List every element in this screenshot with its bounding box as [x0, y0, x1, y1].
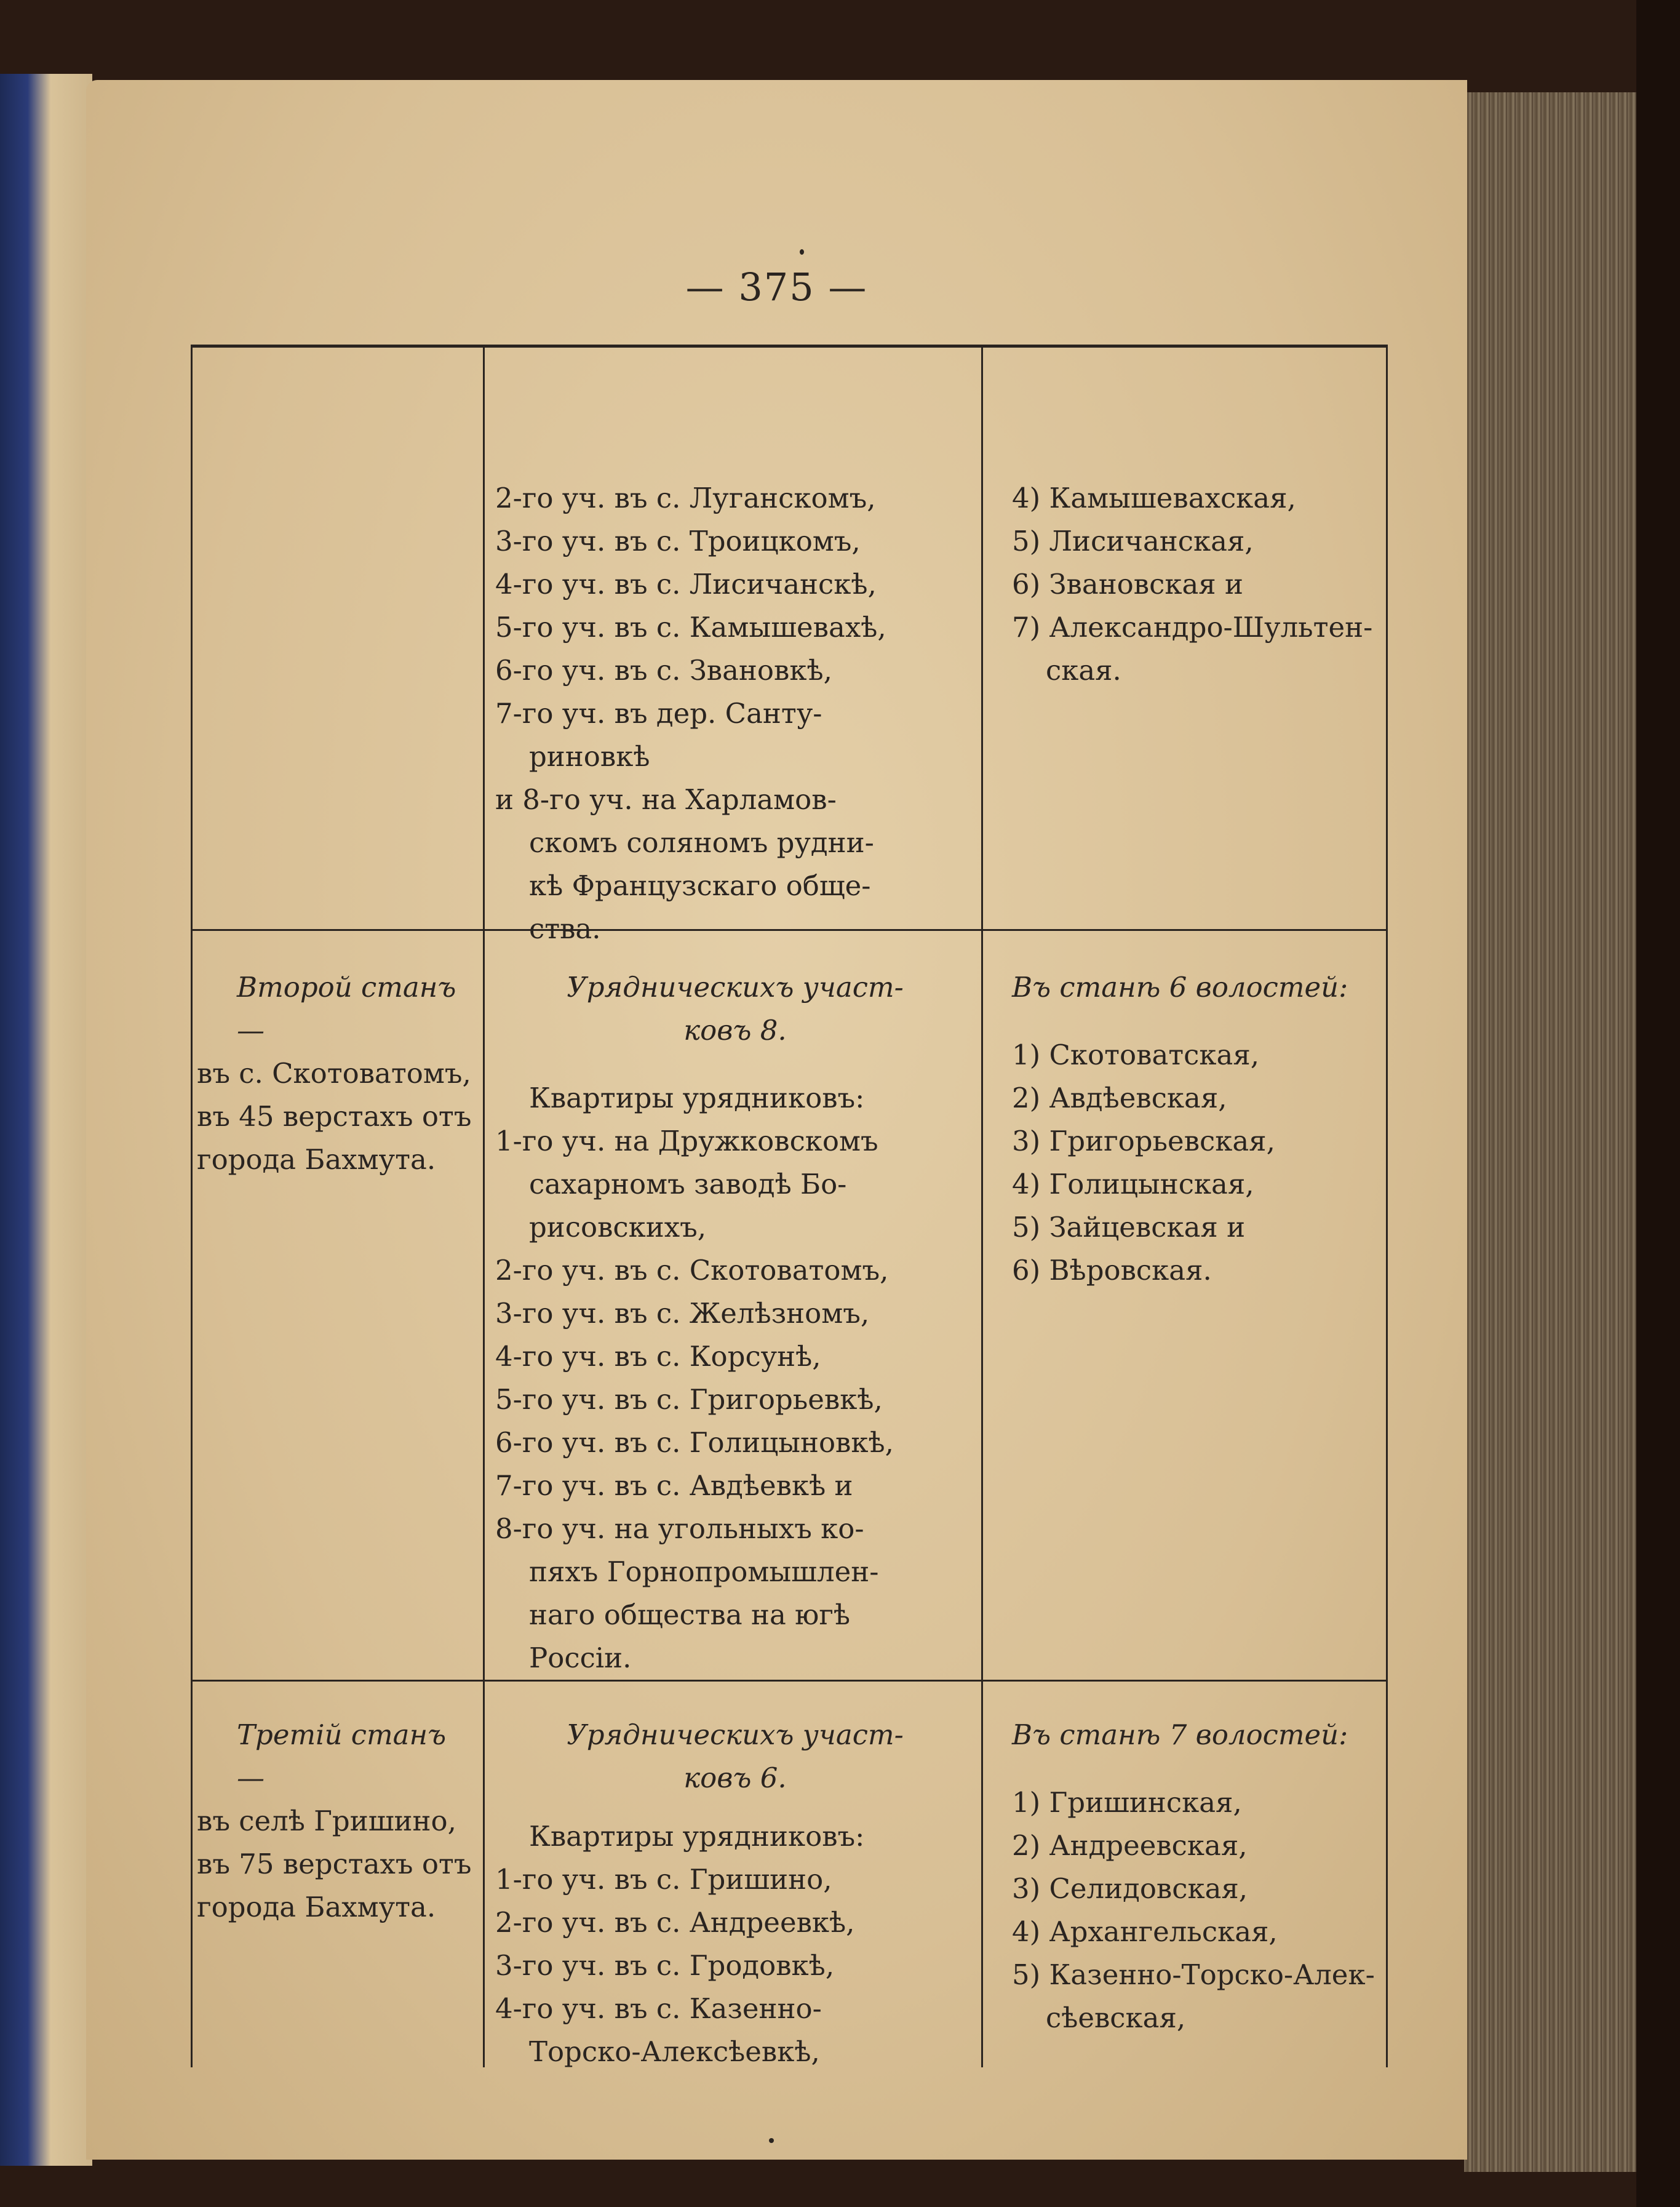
list-item: 3) Григорьевская,	[1012, 1125, 1275, 1157]
list-item: ства.	[529, 912, 601, 945]
list-item: риновкѣ	[529, 740, 650, 773]
stan-title: Третій станъ —	[237, 1718, 447, 1794]
list-item: 3-го уч. въ с. Троицкомъ,	[495, 525, 861, 557]
list-item: 6) Вѣровская.	[1012, 1254, 1212, 1287]
list-item: 6-го уч. въ с. Голицыновкѣ,	[495, 1426, 894, 1459]
list-item: 2) Андреевская,	[1012, 1829, 1248, 1862]
list-item: 7-го уч. въ дер. Санту-	[495, 697, 822, 730]
list-item: 4) Голицынская,	[1012, 1168, 1254, 1200]
page-block-edge	[1464, 92, 1649, 2172]
row1-volost-list	[1012, 477, 1375, 692]
row2-station-list	[495, 966, 975, 1680]
row-divider-2	[191, 1680, 1387, 1682]
list-item: 4-го уч. въ с. Лисичанскѣ,	[495, 568, 877, 601]
stan-title: Второй станъ —	[237, 971, 456, 1047]
row2-stan-description	[197, 966, 477, 1181]
table-top-rule	[191, 345, 1387, 348]
list-item: 1-го уч. въ с. Гришино,	[495, 1863, 832, 1896]
list-item: 4) Камышевахская,	[1012, 482, 1296, 514]
text-line: въ 75 верстахъ отъ	[197, 1848, 472, 1880]
list-item: 2-го уч. въ с. Скотоватомъ,	[495, 1254, 889, 1287]
ink-speck	[800, 249, 804, 255]
list-item: 4-го уч. въ с. Корсунѣ,	[495, 1340, 821, 1373]
list-item: ская.	[1046, 654, 1121, 687]
list-item: Россіи.	[529, 1642, 632, 1674]
table-left-rule	[191, 345, 193, 2067]
subheading: Квартиры урядниковъ:	[529, 1082, 865, 1114]
row3-stan-description	[197, 1714, 477, 1929]
list-item: рисовскихъ,	[529, 1211, 707, 1243]
list-item: 1-го уч. на Дружковскомъ	[495, 1125, 878, 1157]
police-districts-table	[191, 345, 1387, 2067]
list-item: 3) Селидовская,	[1012, 1872, 1248, 1905]
book-cover	[1636, 0, 1680, 2207]
row1-station-list	[495, 477, 975, 951]
list-item: 1) Скотоватская,	[1012, 1039, 1260, 1071]
list-item: кѣ Французскаго обще-	[529, 869, 871, 902]
list-item: 5) Зайцевская и	[1012, 1211, 1246, 1243]
row3-volost-list	[1012, 1714, 1375, 2040]
text-line: въ с. Скотоватомъ,	[197, 1057, 471, 1090]
section-heading: Въ станѣ 6 волостей:	[1012, 971, 1348, 1004]
text-line: въ селѣ Гришино,	[197, 1805, 456, 1837]
list-item: 3-го уч. въ с. Гродовкѣ,	[495, 1949, 835, 1982]
left-page-edge	[0, 74, 92, 2166]
list-item: 2) Авдѣевская,	[1012, 1082, 1227, 1114]
subheading: Квартиры урядниковъ:	[529, 1820, 865, 1853]
text-line: въ 45 верстахъ отъ	[197, 1100, 472, 1133]
list-item: 5) Лисичанская,	[1012, 525, 1254, 557]
list-item: и 8-го уч. на Харламов-	[495, 783, 837, 816]
list-item: скомъ соляномъ рудни-	[529, 826, 874, 859]
list-item: 2-го уч. въ с. Луганскомъ,	[495, 482, 876, 514]
list-item: 7-го уч. въ с. Авдѣевкѣ и	[495, 1469, 853, 1502]
text-line: города Бахмута.	[197, 1143, 436, 1176]
list-item: 2-го уч. въ с. Андреевкѣ,	[495, 1906, 855, 1939]
column-divider-2	[981, 345, 983, 2067]
section-heading: Урядническихъ участ-	[567, 971, 904, 1004]
list-item: 7) Александро-Шультен-	[1012, 611, 1373, 644]
row3-station-list	[495, 1714, 975, 2073]
list-item: 5) Казенно-Торско-Алек-	[1012, 1958, 1375, 1991]
list-item: 6) Звановская и	[1012, 568, 1243, 601]
section-heading: Въ станѣ 7 волостей:	[1012, 1718, 1348, 1751]
column-divider-1	[483, 345, 485, 2067]
list-item: сахарномъ заводѣ Бо-	[529, 1168, 847, 1200]
table-right-rule	[1386, 345, 1388, 2067]
list-item: 5-го уч. въ с. Григорьевкѣ,	[495, 1383, 883, 1416]
row2-volost-list	[1012, 966, 1375, 1292]
list-item: 6-го уч. въ с. Звановкѣ,	[495, 654, 832, 687]
book-page	[86, 80, 1467, 2160]
list-item: Торско-Алексѣевкѣ,	[529, 2035, 820, 2068]
list-item: 8-го уч. на угольныхъ ко-	[495, 1512, 864, 1545]
ink-speck	[769, 2138, 774, 2143]
section-heading: Урядническихъ участ-	[567, 1718, 904, 1751]
section-heading: ковъ 6.	[683, 1762, 787, 1794]
list-item: 1) Гришинская,	[1012, 1786, 1242, 1819]
list-item: 4-го уч. въ с. Казенно-	[495, 1992, 822, 2025]
list-item: 3-го уч. въ с. Желѣзномъ,	[495, 1297, 870, 1330]
list-item: пяхъ Горнопромышлен-	[529, 1555, 879, 1588]
list-item: сѣевская,	[1046, 2001, 1186, 2034]
page-number: — 375 —	[685, 265, 868, 309]
section-heading: ковъ 8.	[683, 1014, 787, 1047]
list-item: наго общества на югѣ	[529, 1598, 851, 1631]
list-item: 5-го уч. въ с. Камышевахѣ,	[495, 611, 886, 644]
text-line: города Бахмута.	[197, 1891, 436, 1923]
list-item: 4) Архангельская,	[1012, 1915, 1278, 1948]
